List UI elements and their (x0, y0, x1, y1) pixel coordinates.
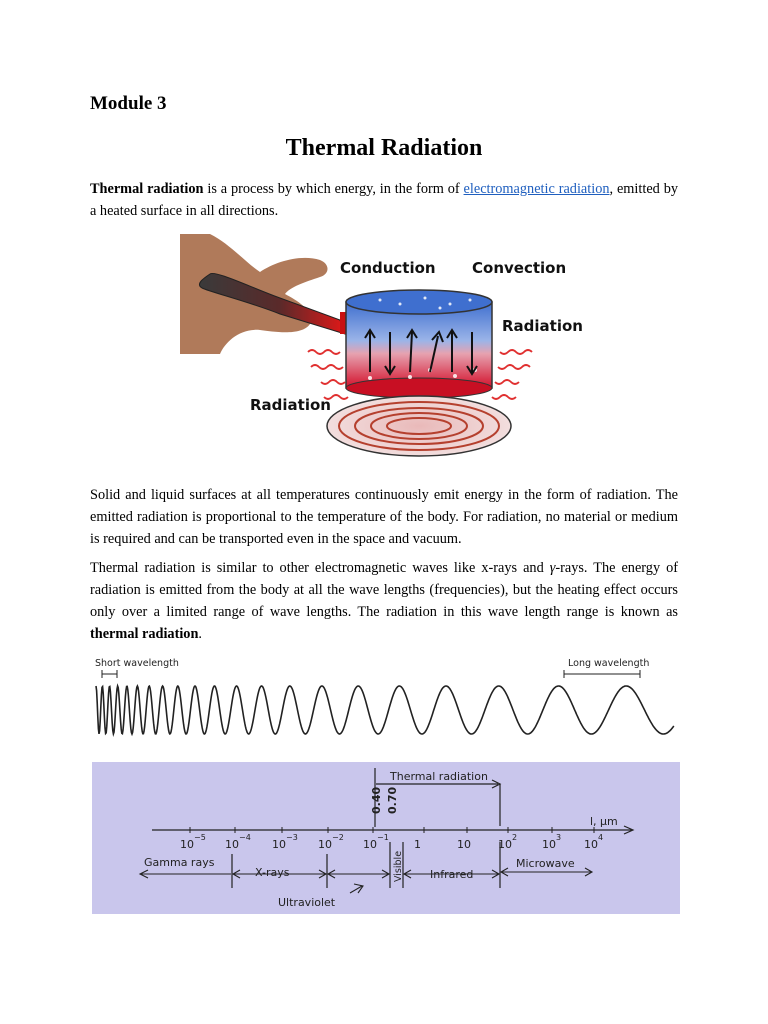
tick-label: 10 (363, 838, 377, 851)
electromagnetic-radiation-link[interactable]: electromagnetic radiation (463, 181, 610, 197)
band-ultraviolet: Ultraviolet (278, 896, 336, 909)
em-text-2: -rays. The energy of radiation is emitted from the body at all the wave lengths (frequencies), but the heating effect occurs only over a limited range of wave lengths. The radiation in this wave length range is known as (90, 560, 678, 620)
tick-exponent: −2 (332, 833, 344, 842)
long-wavelength-label: Long wavelength (568, 658, 650, 669)
em-spectrum-figure (92, 762, 680, 914)
intro-paragraph (90, 178, 678, 222)
tick-exponent: 3 (556, 833, 562, 842)
band-infrared: Infrared (430, 868, 474, 881)
visible-bound-070: 0.70 (386, 786, 399, 814)
thermal-radiation-label: Thermal radiation (390, 770, 488, 783)
pot-body (346, 302, 492, 388)
em-bold-term: thermal radiation (90, 626, 199, 642)
tick-label: 10 (584, 838, 598, 851)
heat-transfer-illustration (180, 232, 590, 462)
label-conduction: Conduction (340, 259, 436, 277)
em-text-3: . (198, 626, 202, 642)
label-radiation-right: Radiation (502, 317, 583, 335)
page-title: Thermal Radiation (285, 135, 483, 161)
tick-label: 10 (542, 838, 556, 851)
tick-label: 10 (225, 838, 239, 851)
tick-label: 1 (414, 838, 421, 851)
tick-label: 10 (180, 838, 194, 851)
tick-label: 10 (272, 838, 286, 851)
intro-text-2: , emitted by a heated surface in all directions. (90, 181, 678, 219)
tick-exponent: −4 (239, 833, 251, 842)
gamma-symbol: γ (549, 560, 556, 576)
short-wavelength-label: Short wavelength (95, 658, 179, 669)
module-heading: Module 3 (90, 93, 167, 114)
band-microwave: Microwave (516, 857, 575, 870)
tick-exponent: −1 (377, 833, 389, 842)
tick-label: 10 (318, 838, 332, 851)
label-convection: Convection (472, 259, 567, 277)
tick-exponent: −3 (286, 833, 298, 842)
label-radiation-left: Radiation (250, 396, 331, 414)
visible-bound-040: 0.40 (370, 786, 383, 814)
intro-bold-term: Thermal radiation (90, 181, 204, 197)
wavelength-wave-figure (90, 652, 680, 744)
tick-label: 10 (457, 838, 471, 851)
band-visible: Visible (393, 850, 404, 882)
band-gamma-rays: Gamma rays (144, 856, 215, 869)
intro-text-1: is a process by which energy, in the form of (203, 181, 464, 197)
em-wave-paragraph (90, 557, 678, 645)
tick-exponent: −5 (194, 833, 206, 842)
axis-unit-label: l, μm (590, 815, 618, 828)
tick-exponent: 2 (512, 833, 518, 842)
tick-exponent: 4 (598, 833, 604, 842)
em-text-1: Thermal radiation is similar to other electromagnetic waves like x-rays and (90, 560, 550, 576)
emission-paragraph: Solid and liquid surfaces at all temperatures continuously emit energy in the form of radiation. The emitted radiation is proportional to the temperature of the body. For radiation, no material or medium is required and can be transported even in the space and vacuum. (90, 487, 678, 547)
tick-label: 10 (498, 838, 512, 851)
band-x-rays: X-rays (255, 866, 290, 879)
